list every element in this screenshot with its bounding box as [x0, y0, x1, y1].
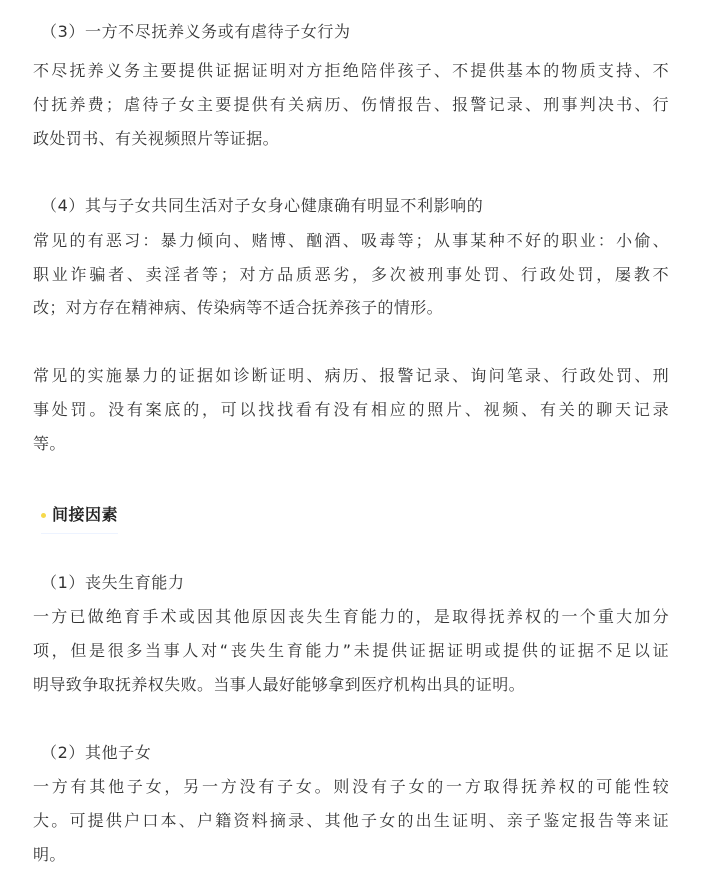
section-heading-indirect-factors: [41, 501, 118, 534]
paragraph-line: 付抚养费；虐待子女主要提供有关病历、伤情报告、报警记录、刑事判决书、行: [33, 95, 669, 114]
paragraph-line: 职业诈骗者、卖淫者等；对方品质恶劣，多次被刑事处罚、行政处罚，屡教不: [33, 265, 669, 284]
paragraph-line: 常见的实施暴力的证据如诊断证明、病历、报警记录、询问笔录、行政处罚、刑: [33, 366, 669, 385]
paragraph-line: 改；对方存在精神病、传染病等不适合抚养孩子的情形。: [33, 298, 444, 317]
subheading-other-children: （2）其他子女: [41, 743, 152, 762]
paragraph-line: 等。: [33, 434, 66, 453]
paragraph-line: 项，但是很多当事人对“丧失生育能力”未提供证据证明或提供的证据不足以证: [33, 641, 669, 660]
subheading-loss-of-fertility: （1）丧失生育能力: [41, 573, 185, 592]
subheading-adverse-influence: （4）其与子女共同生活对子女身心健康确有明显不利影响的: [41, 196, 484, 215]
bullet-dot-icon: [41, 513, 46, 518]
subheading-non-support: （3）一方不尽抚养义务或有虐待子女行为: [41, 22, 351, 41]
paragraph-line: 政处罚书、有关视频照片等证据。: [33, 129, 280, 148]
paragraph-line: 常见的有恶习：暴力倾向、赌博、酗酒、吸毒等；从事某种不好的职业：小偷、: [33, 231, 669, 250]
paragraph-line: 明导致争取抚养权失败。当事人最好能够拿到医疗机构出具的证明。: [33, 675, 526, 694]
section-title: 间接因素: [52, 505, 119, 524]
paragraph-line: 一方有其他子女，另一方没有子女。则没有子女的一方取得抚养权的可能性较: [33, 777, 669, 796]
paragraph-line: 事处罚。没有案底的，可以找找看有没有相应的照片、视频、有关的聊天记录: [33, 400, 669, 419]
paragraph-line: 不尽抚养义务主要提供证据证明对方拒绝陪伴孩子、不提供基本的物质支持、不: [33, 61, 669, 80]
paragraph-line: 大。可提供户口本、户籍资料摘录、其他子女的出生证明、亲子鉴定报告等来证: [33, 811, 669, 830]
paragraph-line: 一方已做绝育手术或因其他原因丧失生育能力的，是取得抚养权的一个重大加分: [33, 607, 669, 626]
paragraph-line: 明。: [33, 845, 66, 864]
